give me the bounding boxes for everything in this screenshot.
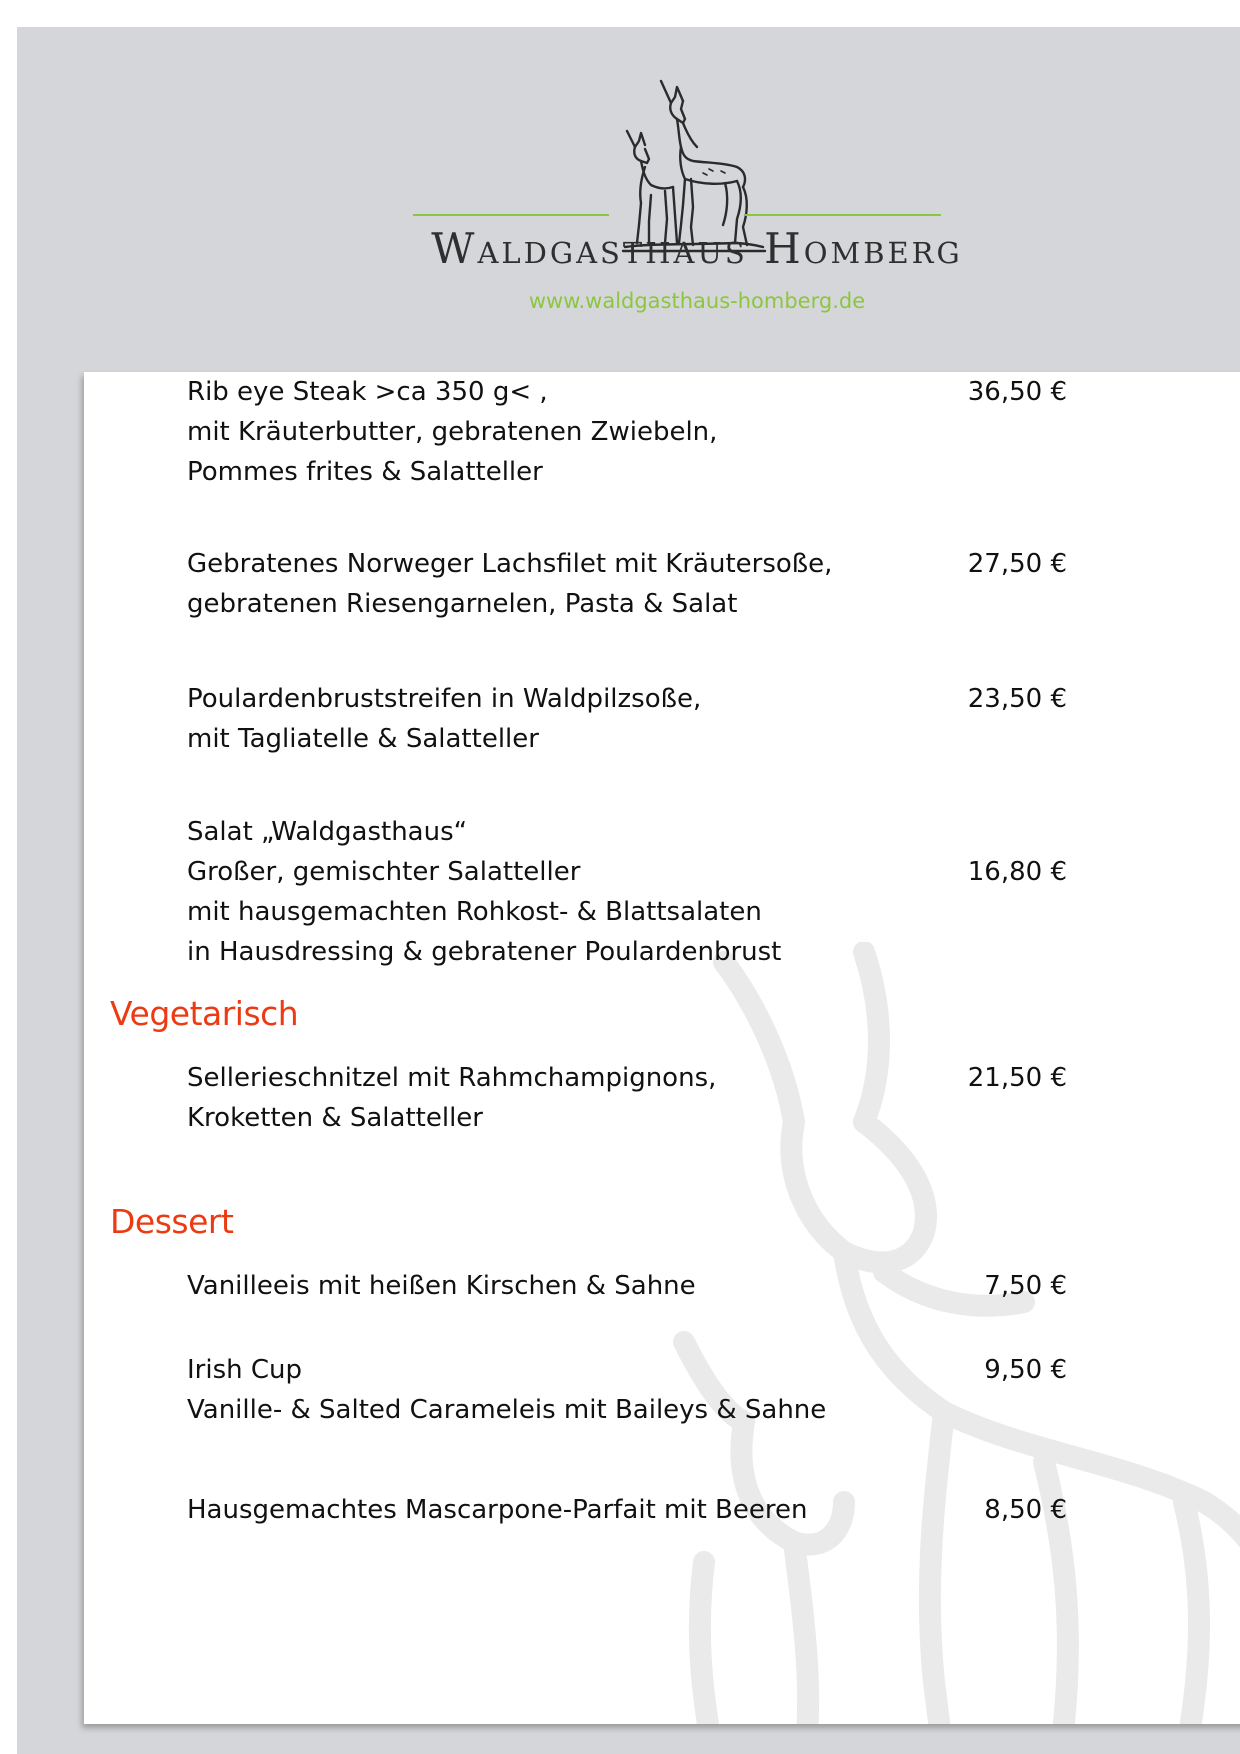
- dish-price: 27,50 €: [967, 549, 1067, 579]
- menu-item: [187, 679, 1067, 759]
- dish-price: 36,50 €: [967, 377, 1067, 407]
- dish-line: Großer, gemischter Salatteller: [187, 857, 581, 887]
- dish-price: 9,50 €: [984, 1355, 1067, 1385]
- menu-item: [187, 544, 1067, 624]
- dish-line: Sellerieschnitzel mit Rahmchampignons,: [187, 1063, 717, 1093]
- dish-line: Irish Cup: [187, 1355, 303, 1385]
- dish-price: 21,50 €: [967, 1063, 1067, 1093]
- dish-line: Gebratenes Norweger Lachsfilet mit Kräutersoße,: [187, 549, 833, 579]
- dish-line: Salat „Waldgasthaus“: [187, 817, 468, 847]
- menu-item: [187, 812, 1067, 972]
- restaurant-name: Waldgasthaus Homberg: [431, 224, 963, 273]
- dish-line: Pommes frites & Salatteller: [187, 457, 543, 487]
- dish-line: Kroketten & Salatteller: [187, 1103, 483, 1133]
- dish-line: Poulardenbruststreifen in Waldpilzsoße,: [187, 684, 702, 714]
- menu-item: [187, 1350, 1067, 1430]
- section-heading-dessert: Dessert: [110, 1202, 234, 1241]
- menu-item: [187, 1058, 1067, 1138]
- dish-line: in Hausdressing & gebratener Poulardenbrust: [187, 937, 782, 967]
- dish-line: Vanilleeis mit heißen Kirschen & Sahne: [187, 1271, 696, 1301]
- dish-line: mit Tagliatelle & Salatteller: [187, 724, 539, 754]
- dish-price: 8,50 €: [984, 1495, 1067, 1525]
- dish-line: Rib eye Steak >ca 350 g< ,: [187, 377, 548, 407]
- menu-header: [17, 27, 1240, 372]
- dish-line: mit Kräuterbutter, gebratenen Zwiebeln,: [187, 417, 718, 447]
- menu-item: [187, 1490, 1067, 1530]
- dish-line: Vanille- & Salted Carameleis mit Baileys & Sahne: [187, 1395, 827, 1425]
- section-heading-vegetarisch: Vegetarisch: [110, 994, 299, 1033]
- dish-line: Hausgemachtes Mascarpone-Parfait mit Beeren: [187, 1495, 808, 1525]
- menu-page: [17, 27, 1240, 1754]
- dish-line: gebratenen Riesengarnelen, Pasta & Salat: [187, 589, 738, 619]
- website-url: www.waldgasthaus-homberg.de: [528, 289, 866, 313]
- dish-price: 7,50 €: [984, 1271, 1067, 1301]
- header-rule-right: [745, 214, 941, 216]
- menu-item: [187, 1266, 1067, 1306]
- dish-line: mit hausgemachten Rohkost- & Blattsalaten: [187, 897, 762, 927]
- dish-price: 23,50 €: [967, 684, 1067, 714]
- menu-card: [84, 372, 1240, 1724]
- menu-item: [187, 372, 1067, 492]
- dish-price: 16,80 €: [967, 857, 1067, 887]
- header-rule-left: [413, 214, 609, 216]
